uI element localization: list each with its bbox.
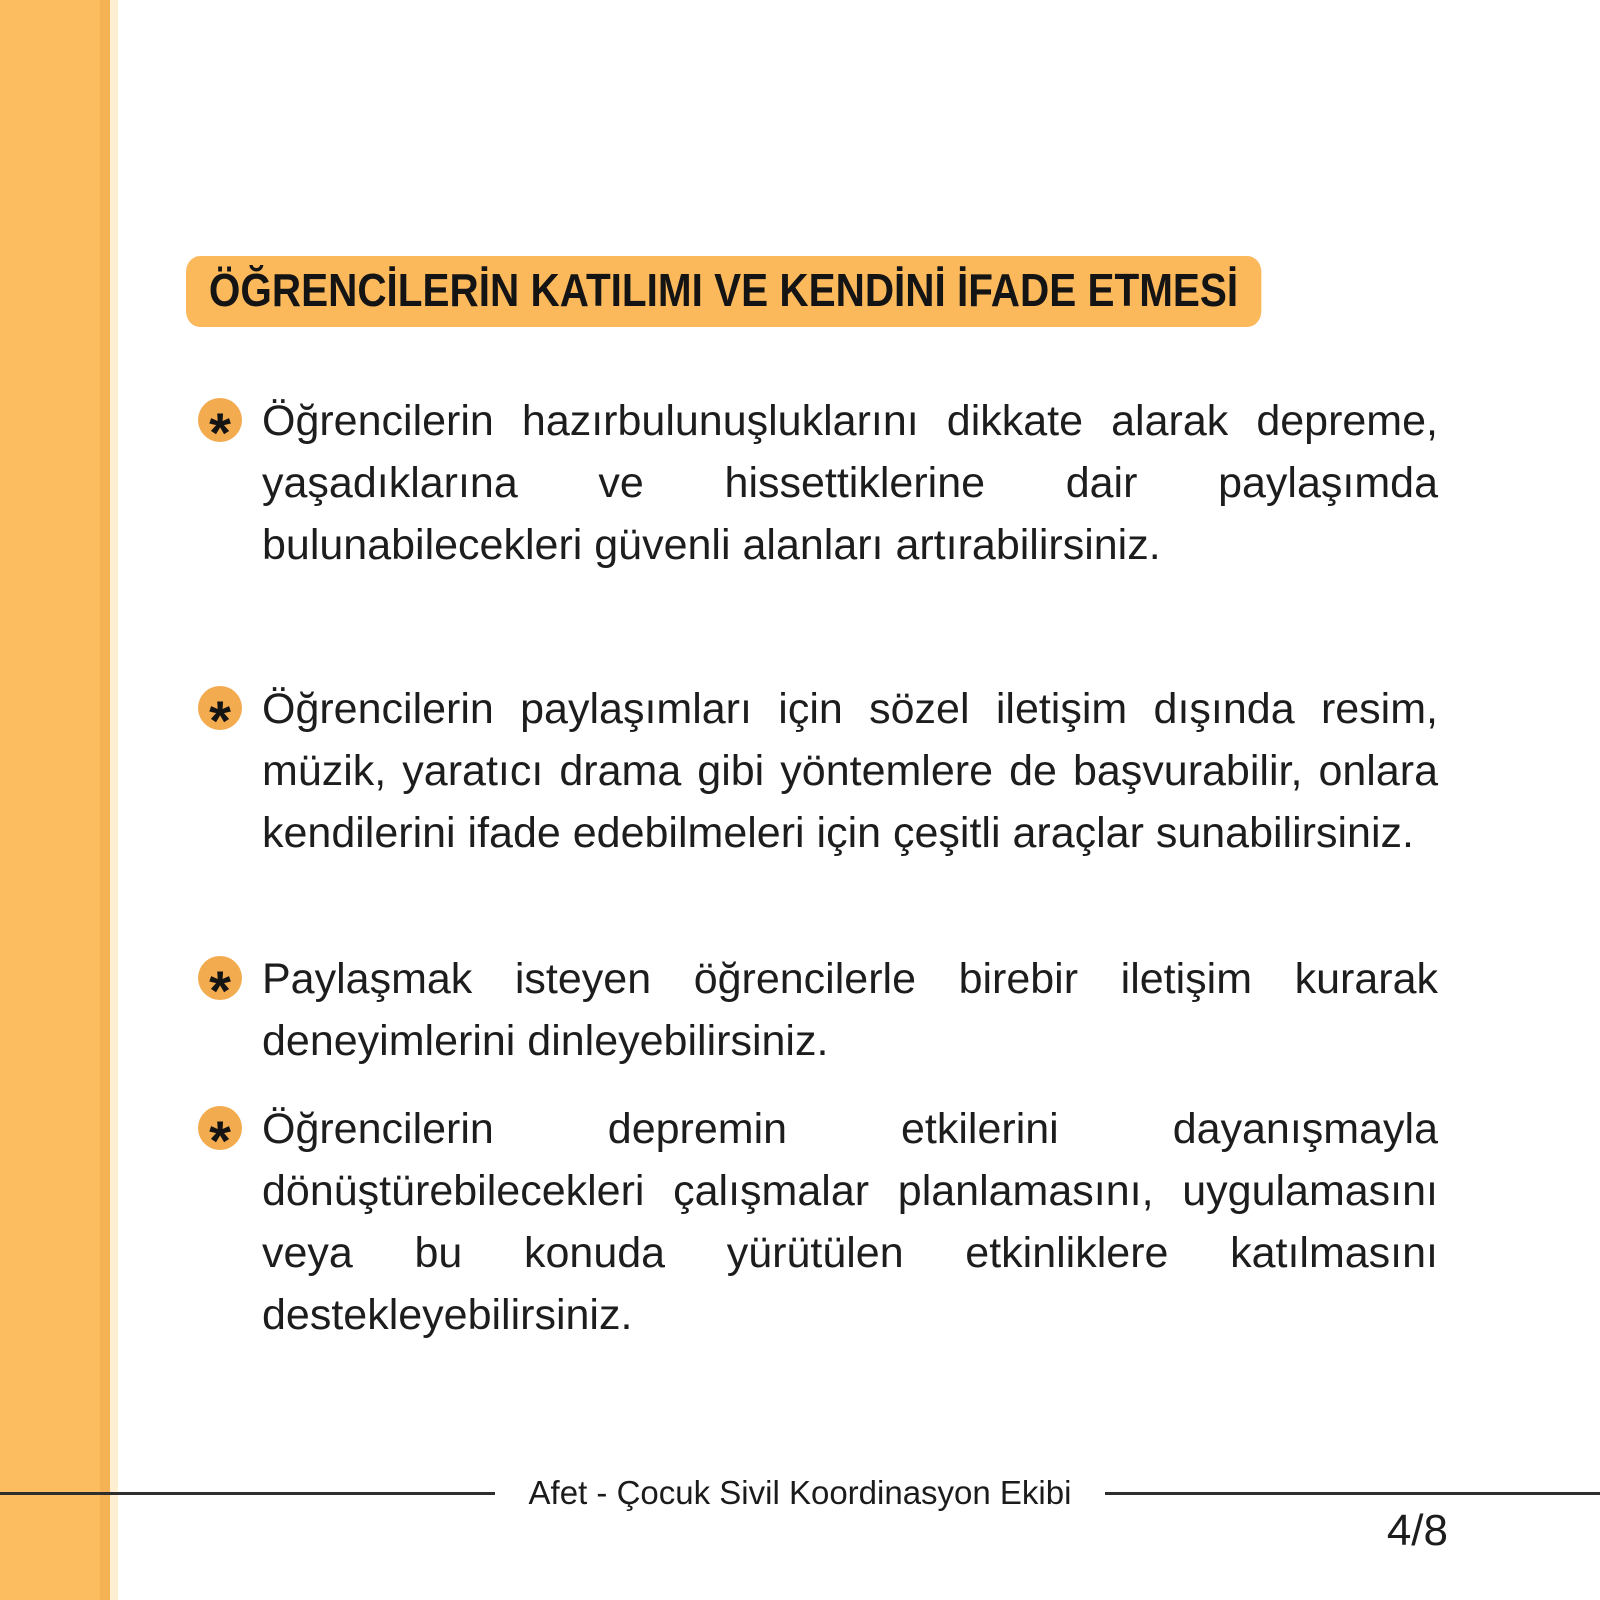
- list-item: [198, 390, 1438, 576]
- list-item-text: Öğrencilerin hazırbulunuşluklarını dikkate alarak depreme, yaşadıklarına ve hissettiklerine dair paylaşımda bulunabilecekleri güvenli alanları artırabilirsiniz.: [262, 397, 1438, 569]
- left-accent-stripe: [0, 0, 118, 1600]
- list-item: [198, 948, 1438, 1072]
- asterisk-icon: [198, 1106, 242, 1150]
- asterisk-glyph: *: [209, 1109, 231, 1150]
- asterisk-glyph: *: [209, 401, 231, 442]
- asterisk-icon: [198, 686, 242, 730]
- list-item: [198, 1098, 1438, 1346]
- list-item-text: Öğrencilerin depremin etkilerini dayanışmayla dönüştürebilecekleri çalışmalar planlamasını, uygulamasını veya bu konuda yürütülen etkinliklere katılmasını destekleyebilirsiniz.: [262, 1105, 1438, 1339]
- asterisk-icon: [198, 398, 242, 442]
- asterisk-glyph: *: [209, 959, 231, 1000]
- footer-divider-right: [1105, 1492, 1600, 1495]
- list-item-text: Paylaşmak isteyen öğrencilerle birebir iletişim kurarak deneyimlerini dinleyebilirsiniz.: [262, 955, 1438, 1065]
- asterisk-glyph: *: [209, 689, 231, 730]
- page-title: ÖĞRENCİLERİN KATILIMI VE KENDİNİ İFADE ETMESİ: [186, 256, 1261, 327]
- footer: [0, 1474, 1600, 1512]
- asterisk-icon: [198, 956, 242, 1000]
- list-item: [198, 678, 1438, 864]
- footer-divider-left: [0, 1492, 495, 1495]
- page-number: 4/8: [1386, 1506, 1448, 1555]
- footer-team-label: Afet - Çocuk Sivil Koordinasyon Ekibi: [528, 1474, 1072, 1511]
- list-item-text: Öğrencilerin paylaşımları için sözel iletişim dışında resim, müzik, yaratıcı drama gibi yöntemlere de başvurabilir, onlara kendilerini ifade edebilmeleri için çeşitli araçlar sunabilirsiniz.: [262, 685, 1438, 857]
